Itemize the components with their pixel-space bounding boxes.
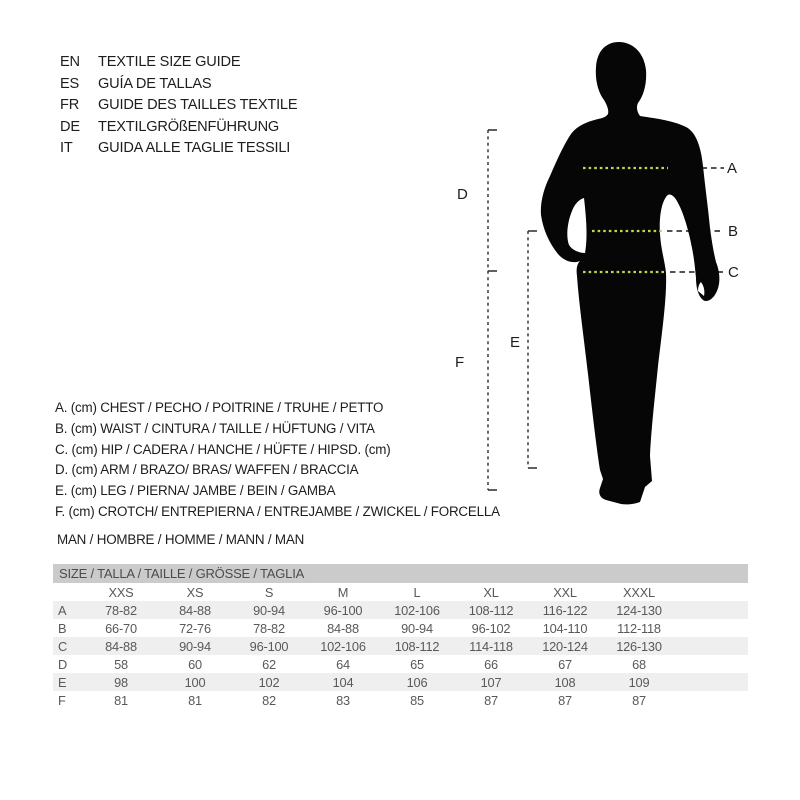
legend-line-hip: C. (cm) HIP / CADERA / HANCHE / HÜFTE / HIPSD. (cm): [55, 441, 391, 457]
guide-title: GUIDA ALLE TAGLIE TESSILI: [98, 140, 291, 157]
guide-title: GUÍA DE TALLAS: [98, 75, 212, 92]
figure-label-chest: A: [727, 160, 738, 177]
table-cell: 90-94: [179, 638, 211, 654]
legend-line-leg: E. (cm) LEG / PIERNA/ JAMBE / BEIN / GAMBA: [55, 483, 336, 499]
language-code: IT: [60, 140, 73, 157]
table-cell: 90-94: [253, 602, 285, 618]
table-title-bar: [53, 564, 748, 583]
column-header-xxxl: XXXL: [623, 584, 655, 600]
table-cell: 82: [262, 692, 276, 708]
table-cell: 78-82: [253, 620, 285, 636]
table-cell: 66: [484, 656, 498, 672]
column-header-xxs: XXS: [108, 584, 134, 600]
table-cell: 98: [114, 674, 128, 690]
table-cell: 78-82: [105, 602, 137, 618]
table-cell: 90-94: [401, 620, 433, 636]
table-cell: 85: [410, 692, 424, 708]
row-label: F: [58, 692, 66, 708]
legend-line-waist: B. (cm) WAIST / CINTURA / TAILLE / HÜFTUNG / VITA: [55, 420, 375, 436]
guide-title: TEXTILGRÖßENFÜHRUNG: [98, 118, 280, 135]
man-silhouette: [541, 42, 720, 504]
table-cell: 114-118: [469, 638, 513, 654]
table-cell: 83: [336, 692, 350, 708]
table-cell: 87: [632, 692, 646, 708]
language-code: EN: [60, 54, 80, 70]
column-header-row: [53, 583, 748, 601]
leg-ticks: [528, 231, 537, 468]
table-cell: 68: [632, 656, 646, 672]
legend-line-chest: A. (cm) CHEST / PECHO / POITRINE / TRUHE / PETTO: [55, 400, 384, 415]
language-code: FR: [60, 97, 80, 114]
row-label: D: [58, 656, 68, 672]
table-cell: 120-124: [542, 638, 588, 654]
table-cell: 65: [410, 656, 424, 672]
column-header-m: M: [337, 584, 349, 600]
table-cell: 64: [336, 656, 350, 672]
language-row: [60, 117, 297, 139]
guide-title: TEXTILE SIZE GUIDE: [98, 54, 241, 70]
measurement-legend: [55, 398, 500, 523]
figure-label-waist: B: [728, 223, 739, 240]
table-cell: 126-130: [616, 638, 662, 654]
table-cell: 108: [554, 674, 576, 690]
table-cell: 102-106: [320, 638, 366, 654]
row-label: C: [58, 638, 68, 654]
table-cell: 81: [114, 692, 128, 708]
table-row-b: [53, 619, 748, 637]
language-code: DE: [60, 118, 80, 135]
table-cell: 109: [628, 674, 650, 690]
language-row: [60, 74, 297, 96]
figure-label-leg: E: [510, 334, 521, 351]
guide-title: GUIDE DES TAILLES TEXTILE: [98, 97, 298, 114]
table-row-d: [53, 655, 748, 673]
table-cell: 60: [188, 656, 202, 672]
table-cell: 102: [258, 674, 280, 690]
table-cell: 108-112: [468, 602, 514, 618]
table-cell: 100: [184, 674, 206, 690]
legend-line-arm: D. (cm) ARM / BRAZO/ BRAS/ WAFFEN / BRACCIA: [55, 462, 359, 478]
column-header-xs: XS: [186, 584, 204, 600]
table-cell: 116-122: [542, 602, 588, 618]
gender-label: MAN / HOMBRE / HOMME / MANN / MAN: [57, 532, 305, 547]
table-cell: 112-118: [617, 620, 661, 636]
table-cell: 84-88: [105, 638, 137, 654]
table-cell: 104: [332, 674, 354, 690]
table-row-f: [53, 691, 748, 709]
table-cell: 106: [406, 674, 428, 690]
figure-label-crotch: F: [455, 354, 465, 371]
row-label: E: [58, 674, 67, 690]
table-cell: 104-110: [542, 620, 588, 636]
column-header-l: L: [413, 584, 421, 600]
column-header-xxl: XXL: [553, 584, 577, 600]
column-header-s: S: [264, 584, 274, 600]
table-cell: 81: [188, 692, 202, 708]
figure-label-hip: C: [728, 264, 739, 281]
legend-line-crotch: F. (cm) CROTCH/ ENTREPIERNA / ENTREJAMBE / ZWICKEL / FORCELLA: [55, 503, 500, 519]
table-cell: 102-106: [394, 602, 440, 618]
table-cell: 87: [484, 692, 498, 708]
row-label: A: [58, 602, 67, 618]
table-cell: 107: [480, 674, 502, 690]
figure-label-arm: D: [457, 186, 468, 203]
language-code: ES: [60, 75, 80, 92]
language-row: [60, 138, 297, 160]
table-cell: 84-88: [327, 620, 359, 636]
table-cell: 62: [262, 656, 276, 672]
language-row: [60, 95, 297, 117]
column-header-xl: XL: [483, 584, 499, 600]
table-cell: 58: [114, 656, 128, 672]
table-row-a: [53, 601, 748, 619]
table-cell: 124-130: [616, 602, 662, 618]
table-row-e: [53, 673, 748, 691]
table-cell: 66-70: [105, 620, 137, 636]
language-row: [60, 52, 297, 74]
table-title: SIZE / TALLA / TAILLE / GRÖSSE / TAGLIA: [59, 566, 305, 581]
table-cell: 96-102: [471, 620, 511, 636]
row-label: B: [58, 620, 67, 636]
table-row-c: [53, 637, 748, 655]
language-list: [60, 52, 297, 160]
table-cell: 96-100: [249, 638, 289, 654]
table-cell: 87: [558, 692, 572, 708]
table-cell: 72-76: [179, 620, 211, 636]
table-cell: 96-100: [323, 602, 363, 618]
table-cell: 67: [558, 656, 572, 672]
size-table: [53, 564, 748, 709]
table-cell: 84-88: [179, 602, 211, 618]
table-cell: 108-112: [394, 638, 440, 654]
